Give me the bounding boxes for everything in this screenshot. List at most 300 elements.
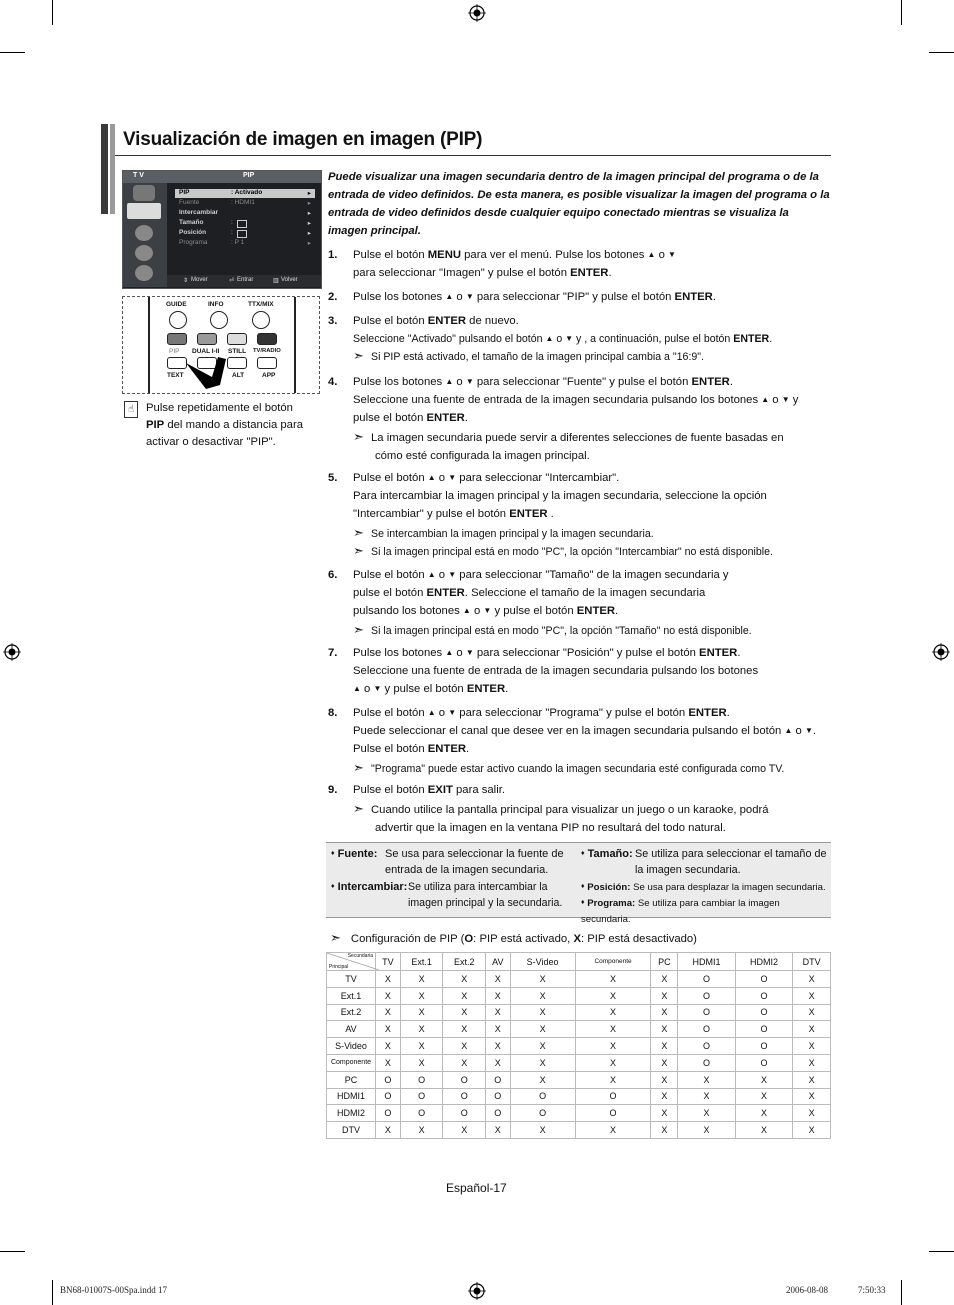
- step-text: o: [792, 725, 805, 737]
- step-bold: EXIT: [427, 784, 453, 796]
- side-note-line: [146, 417, 318, 434]
- definition-value: [635, 846, 830, 878]
- table-cell: X: [443, 1054, 486, 1071]
- hand-note-icon: ☝: [124, 401, 138, 418]
- remote-label-dual: DUAL I-II: [192, 348, 220, 355]
- step-text: y pulse el botón: [381, 683, 467, 695]
- page-title: Visualización de imagen en imagen (PIP): [123, 129, 483, 150]
- step-note-text: "Programa" puede estar activo cuando la imagen secundaria esté configurada como TV.: [371, 763, 785, 775]
- table-cell: O: [486, 1088, 510, 1105]
- table-row-header: PC: [327, 1071, 376, 1088]
- table-header-row: [327, 953, 831, 971]
- definition-posicion: [581, 879, 826, 896]
- step-text: o: [360, 683, 374, 695]
- definition-programa: [581, 895, 831, 928]
- remote-label-info: INFO: [208, 301, 224, 308]
- down-arrow-icon: ▼: [668, 250, 676, 259]
- table-cell: X: [510, 1021, 575, 1038]
- corner-bottom-label: Principal: [329, 964, 349, 970]
- step-text: Pulse el botón: [353, 315, 428, 327]
- menu-sound-icon: [135, 225, 153, 241]
- table-cell: O: [735, 987, 793, 1004]
- diamond-bullet-icon: ♦: [581, 850, 585, 857]
- table-cell: X: [486, 1038, 510, 1055]
- menu-setup-icon: [135, 265, 153, 281]
- table-row: [327, 1088, 831, 1105]
- step-bold: ENTER: [691, 376, 730, 388]
- tv-menu-move-label: Mover: [191, 277, 208, 283]
- note-arrow-icon: ➣: [353, 348, 364, 363]
- table-cell: O: [575, 1088, 651, 1105]
- step-text: .: [729, 376, 733, 388]
- step-text: Pulse el botón: [353, 743, 428, 755]
- step-text: para seleccionar "PIP" y pulse el botón: [473, 291, 675, 303]
- config-bold: O: [464, 933, 474, 945]
- table-cell: X: [793, 971, 831, 988]
- pip-config-table: [326, 952, 831, 1139]
- remote-body: [148, 297, 296, 393]
- arrow-right-icon: ▸: [307, 230, 311, 237]
- table-row-header: AV: [327, 1021, 376, 1038]
- remote-label-ttx: TTX/MIX: [248, 301, 274, 308]
- table-row: [327, 1054, 831, 1071]
- down-arrow-icon: ▼: [373, 684, 382, 693]
- table-cell: O: [486, 1071, 510, 1088]
- table-row-header: DTV: [327, 1122, 376, 1139]
- table-cell: O: [510, 1088, 575, 1105]
- step-line: [353, 288, 830, 306]
- table-cell: O: [376, 1088, 401, 1105]
- table-cell: X: [376, 1054, 401, 1071]
- table-row-header: TV: [327, 971, 376, 988]
- down-arrow-icon: ▼: [465, 377, 474, 386]
- step-text: .: [615, 605, 619, 617]
- step-line: [353, 584, 830, 602]
- config-text: : PIP está desactivado): [580, 933, 697, 945]
- tv-menu-row-value: : HDMI1: [231, 199, 255, 206]
- step-bold: ENTER: [674, 291, 713, 303]
- down-arrow-icon: ▼: [565, 334, 574, 343]
- table-cell: X: [735, 1071, 793, 1088]
- table-cell: X: [486, 1021, 510, 1038]
- step-text: o: [453, 647, 466, 659]
- definition-text: Se utiliza para seleccionar el tamaño de: [635, 848, 827, 860]
- step-text: o: [655, 249, 669, 261]
- pip-config-caption: [330, 930, 697, 946]
- side-note-bold: PIP: [146, 419, 165, 431]
- down-arrow-icon: ▼: [804, 726, 813, 735]
- table-cell: X: [376, 1021, 401, 1038]
- step-text: o: [453, 376, 466, 388]
- diamond-bullet-icon: ♦: [331, 850, 335, 857]
- tv-menu-row-value: : Activado: [231, 189, 263, 196]
- table-cell: X: [793, 1088, 831, 1105]
- note-arrow-icon: ➣: [353, 429, 364, 444]
- tv-menu-header-title: PIP: [243, 172, 255, 179]
- step-text: para seleccionar "Tamaño" de la imagen secundaria y: [456, 569, 729, 581]
- step-text: .: [505, 683, 509, 695]
- registration-mark-icon: [932, 643, 950, 661]
- step-text: Seleccione una fuente de entrada de la imagen secundaria pulsando los botones: [353, 394, 762, 406]
- corner-top-label: Secundaria: [347, 953, 373, 959]
- remote-label-guide: GUIDE: [166, 301, 187, 308]
- up-arrow-icon: ▲: [462, 606, 471, 615]
- definition-text: Se usa para desplazar la imagen secundaria.: [633, 882, 826, 893]
- table-cell: X: [575, 1038, 651, 1055]
- table-cell: O: [443, 1071, 486, 1088]
- table-cell: X: [443, 1122, 486, 1139]
- table-cell: X: [486, 987, 510, 1004]
- remote-label-app: APP: [262, 372, 276, 379]
- table-cell: X: [678, 1122, 736, 1139]
- step-text: .: [712, 291, 716, 303]
- config-bold: X: [573, 933, 581, 945]
- table-row-header: Ext.1: [327, 987, 376, 1004]
- step-line: [353, 391, 830, 409]
- step-text: o: [453, 291, 466, 303]
- table-cell: O: [735, 1038, 793, 1055]
- table-cell: X: [575, 1122, 651, 1139]
- step-text: o: [769, 394, 782, 406]
- remote-label-alt: ALT: [232, 372, 245, 379]
- table-cell: X: [400, 987, 443, 1004]
- side-note-line: Pulse repetidamente el botón: [146, 402, 293, 414]
- definition-intercambiar: [331, 879, 407, 895]
- definition-key: Posición:: [587, 882, 631, 893]
- table-cell: O: [678, 971, 736, 988]
- note-arrow-icon: ➣: [330, 930, 341, 945]
- tv-menu-row-label: Posición: [179, 229, 207, 236]
- definition-key: Programa:: [587, 898, 636, 909]
- definition-text: Se usa para seleccionar la fuente de: [385, 848, 564, 860]
- step-note: [353, 622, 830, 640]
- table-cell: X: [575, 1021, 651, 1038]
- table-cell: O: [510, 1105, 575, 1122]
- table-cell: X: [575, 971, 651, 988]
- tv-menu-header: [123, 171, 321, 183]
- table-cell: X: [376, 1122, 401, 1139]
- remote-label-pip: PIP: [169, 348, 180, 355]
- table-cell: O: [400, 1071, 443, 1088]
- table-row: [327, 1021, 831, 1038]
- table-column-header: AV: [486, 953, 510, 971]
- table-cell: X: [651, 1105, 678, 1122]
- tv-menu-row: [175, 239, 315, 248]
- tv-menu-row: [175, 189, 315, 198]
- step-text: para seleccionar "Intercambiar".: [456, 472, 620, 484]
- pointing-hand-icon: [186, 355, 236, 391]
- remote-label-tvradio: TV/RADIO: [253, 348, 281, 354]
- position-icon: [237, 230, 247, 238]
- table-cell: X: [651, 987, 678, 1004]
- crop-mark: [52, 1280, 53, 1305]
- step-note: [353, 525, 830, 543]
- table-cell: O: [735, 1054, 793, 1071]
- step-text: o: [470, 605, 484, 617]
- crop-mark: [929, 1251, 954, 1252]
- table-cell: O: [678, 1038, 736, 1055]
- table-cell: X: [793, 1004, 831, 1021]
- side-note-text: del mando a distancia para: [164, 419, 304, 431]
- tv-menu-row-label: PIP: [179, 189, 190, 196]
- step-number: 9.: [328, 784, 338, 796]
- table-cell: X: [793, 1071, 831, 1088]
- intro-paragraph: Puede visualizar una imagen secundaria dentro de la imagen principal del programa o de la entrada de video definidos. De esta manera, es posible visualizar la imagen del programa o la entrada de video definidos desde cualquier equipo conectado mientras se visualiza la imagen principal.: [328, 171, 830, 237]
- definition-key: Tamaño:: [587, 848, 633, 860]
- table-row-header: Componente: [327, 1054, 376, 1071]
- table-cell: X: [510, 1122, 575, 1139]
- title-bar-accent: [101, 124, 108, 214]
- definition-text: Se utiliza para cambiar la imagen secundaria.: [581, 898, 780, 925]
- diamond-bullet-icon: ♦: [581, 883, 585, 890]
- table-cell: X: [510, 1038, 575, 1055]
- ttx-button-icon: [252, 311, 270, 329]
- step-text: o: [435, 707, 449, 719]
- step-text: para seleccionar "Fuente" y pulse el botón: [473, 376, 692, 388]
- table-cell: X: [510, 987, 575, 1004]
- table-cell: X: [793, 987, 831, 1004]
- table-row-header: S-Video: [327, 1038, 376, 1055]
- tv-menu-row: [175, 229, 315, 238]
- step-line: [353, 312, 830, 330]
- crop-mark: [0, 1251, 25, 1252]
- step-number: 7.: [328, 647, 338, 659]
- table-column-header: HDMI2: [735, 953, 793, 971]
- table-cell: O: [575, 1105, 651, 1122]
- size-small-icon: [237, 220, 247, 228]
- step-text: o: [553, 333, 566, 345]
- step-text: y , a continuación, pulse el botón: [573, 333, 734, 345]
- up-arrow-icon: ▲: [445, 648, 454, 657]
- table-cell: X: [575, 1054, 651, 1071]
- step-text: Pulse los botones: [353, 647, 446, 659]
- step-text: Pulse el botón: [353, 784, 428, 796]
- step-text: Pulse el botón: [353, 249, 428, 261]
- arrow-right-icon: ▸: [307, 200, 311, 207]
- table-cell: O: [735, 971, 793, 988]
- table-row-header: HDMI2: [327, 1105, 376, 1122]
- step-text: Pulse los botones: [353, 376, 446, 388]
- table-cell: O: [376, 1071, 401, 1088]
- table-cell: X: [486, 1004, 510, 1021]
- up-arrow-icon: ▲: [445, 377, 454, 386]
- side-note-line: activar o desactivar "PIP".: [146, 436, 276, 448]
- return-icon: ▥: [273, 278, 279, 284]
- step-text: para seleccionar "Imagen" y pulse el botón: [353, 267, 571, 279]
- step-text: .: [608, 267, 612, 279]
- table-cell: X: [510, 1071, 575, 1088]
- tv-menu-header-left: T V: [133, 172, 144, 179]
- tv-menu-row: [175, 199, 315, 208]
- tv-menu-row-label: Intercambiar: [179, 209, 219, 216]
- color-button-green: [197, 333, 217, 345]
- step-text: para seleccionar "Posición" y pulse el botón: [473, 647, 700, 659]
- up-arrow-icon: ▲: [427, 473, 436, 482]
- imprint-date: 2006-08-08: [786, 1285, 828, 1295]
- up-arrow-icon: ▲: [647, 250, 656, 259]
- side-note: [146, 400, 318, 451]
- step-text: Seleccione "Activado" pulsando el botón: [353, 333, 546, 345]
- arrow-right-icon: ▸: [307, 220, 311, 227]
- step-text: y: [789, 394, 799, 406]
- table-cell: O: [400, 1105, 443, 1122]
- step-text: o: [435, 472, 449, 484]
- table-cell: O: [678, 987, 736, 1004]
- step-bold: ENTER: [426, 412, 465, 424]
- table-row: [327, 1071, 831, 1088]
- step-number: 1.: [328, 249, 338, 261]
- step-note: [353, 429, 830, 447]
- step-note-text: Si la imagen principal está en modo "PC", la opción "Tamaño" no está disponible.: [371, 625, 752, 637]
- option-definitions-box: [326, 842, 831, 925]
- table-cell: X: [735, 1105, 793, 1122]
- table-cell: X: [376, 971, 401, 988]
- step-text: Pulse el botón: [353, 707, 428, 719]
- step-note-text: Se intercambian la imagen principal y la imagen secundaria.: [371, 528, 654, 540]
- table-cell: X: [443, 1021, 486, 1038]
- table-column-header: HDMI1: [678, 953, 736, 971]
- table-column-header: TV: [376, 953, 401, 971]
- step-note-continuation: advertir que la imagen en la ventana PIP no resultará del todo natural.: [375, 822, 726, 834]
- up-arrow-icon: ▲: [445, 292, 454, 301]
- table-cell: X: [793, 1038, 831, 1055]
- step-text: Pulse el botón: [353, 569, 428, 581]
- crop-mark: [929, 52, 954, 53]
- table-cell: O: [735, 1004, 793, 1021]
- step-line: [353, 781, 830, 799]
- step-line: [353, 505, 830, 523]
- definition-key: Intercambiar:: [337, 881, 408, 893]
- table-cell: O: [678, 1004, 736, 1021]
- definition-text: imagen principal y la secundaria.: [408, 897, 563, 909]
- step-text: .: [812, 725, 817, 737]
- table-cell: X: [651, 971, 678, 988]
- down-arrow-icon: ▼: [781, 395, 790, 404]
- menu-channel-icon: [135, 245, 153, 261]
- step-bold: ENTER: [570, 267, 609, 279]
- table-column-header: Ext.1: [400, 953, 443, 971]
- step-line: Para intercambiar la imagen principal y la imagen secundaria, seleccione la opción: [353, 490, 767, 502]
- move-icon: ⇕: [183, 278, 189, 284]
- definition-text: Se utiliza para intercambiar la: [408, 881, 548, 893]
- title-rule: [115, 155, 831, 156]
- step-text: .: [737, 647, 741, 659]
- arrow-right-icon: ▸: [307, 210, 311, 217]
- table-cell: X: [735, 1088, 793, 1105]
- step-text: Pulse el botón: [353, 472, 428, 484]
- table-cell: O: [486, 1105, 510, 1122]
- table-cell: X: [443, 987, 486, 1004]
- step-note: [353, 543, 830, 561]
- color-button-red: [167, 333, 187, 345]
- definition-fuente: [331, 846, 377, 862]
- table-cell: O: [735, 1021, 793, 1038]
- step-bold: ENTER: [427, 743, 467, 755]
- color-button-yellow: [227, 333, 247, 345]
- tv-menu-row: [175, 219, 315, 228]
- step-text: . Seleccione el tamaño de la imagen secundaria: [464, 587, 706, 599]
- definition-value: [385, 846, 575, 878]
- step-line: [353, 602, 830, 620]
- table-cell: X: [510, 971, 575, 988]
- table-cell: X: [651, 1021, 678, 1038]
- table-cell: X: [651, 1004, 678, 1021]
- step-text: .: [769, 333, 773, 345]
- table-cell: X: [400, 1054, 443, 1071]
- table-cell: X: [793, 1021, 831, 1038]
- down-arrow-icon: ▼: [465, 292, 474, 301]
- up-arrow-icon: ▲: [427, 570, 436, 579]
- table-cell: X: [510, 1004, 575, 1021]
- step-line: [353, 469, 830, 487]
- step-number: 8.: [328, 707, 338, 719]
- table-cell: O: [376, 1105, 401, 1122]
- guide-button-icon: [169, 311, 187, 329]
- step-text: pulse el botón: [353, 587, 427, 599]
- table-cell: X: [575, 1004, 651, 1021]
- enter-icon: ⏎: [229, 278, 235, 284]
- step-note-text: Si PIP está activado, el tamaño de la imagen principal cambia a "16:9".: [371, 351, 704, 363]
- tv-menu-row: [175, 209, 315, 218]
- table-column-header: PC: [651, 953, 678, 971]
- step-number: 6.: [328, 569, 338, 581]
- tv-menu-back-label: Volver: [281, 277, 298, 283]
- step-line: [353, 409, 830, 427]
- table-cell: X: [651, 1122, 678, 1139]
- step-note: [353, 760, 830, 778]
- table-cell: X: [443, 971, 486, 988]
- tv-menu-screenshot: [122, 170, 322, 289]
- note-arrow-icon: ➣: [353, 525, 364, 540]
- arrow-right-icon: ▸: [307, 240, 311, 247]
- table-cell: X: [376, 987, 401, 1004]
- step-bold: ENTER: [688, 707, 727, 719]
- table-column-header: Ext.2: [443, 953, 486, 971]
- step-note-text: Si la imagen principal está en modo "PC", la opción "Intercambiar" no está disponible.: [371, 546, 773, 558]
- note-arrow-icon: ➣: [353, 801, 364, 816]
- step-text: .: [547, 508, 554, 520]
- crop-mark: [52, 0, 53, 25]
- crop-mark: [901, 1280, 902, 1305]
- imprint-time: 7:50:33: [858, 1285, 886, 1295]
- step-number: 3.: [328, 315, 338, 327]
- registration-mark-icon: [468, 1282, 486, 1300]
- table-column-header: S-Video: [510, 953, 575, 971]
- step-text: pulse el botón: [353, 412, 427, 424]
- note-arrow-icon: ➣: [353, 760, 364, 775]
- table-cell: O: [678, 1021, 736, 1038]
- table-cell: X: [651, 1054, 678, 1071]
- table-row: [327, 1105, 831, 1122]
- table-cell: X: [575, 1071, 651, 1088]
- table-cell: X: [400, 971, 443, 988]
- table-cell: X: [376, 1004, 401, 1021]
- up-arrow-icon: ▲: [427, 708, 436, 717]
- table-cell: X: [793, 1122, 831, 1139]
- table-cell: X: [443, 1004, 486, 1021]
- table-cell: X: [400, 1038, 443, 1055]
- step-bold: ENTER: [509, 508, 548, 520]
- up-arrow-icon: ▲: [353, 684, 361, 693]
- table-cell: X: [651, 1038, 678, 1055]
- config-text: : PIP está activado,: [473, 933, 574, 945]
- table-cell: X: [575, 987, 651, 1004]
- title-bar-accent: [110, 124, 115, 214]
- color-button-blue: [257, 333, 277, 345]
- remote-label-still: STILL: [228, 348, 247, 355]
- step-text: para ver el menú. Pulse los botones: [461, 249, 648, 261]
- page-number: Español-17: [446, 1181, 507, 1195]
